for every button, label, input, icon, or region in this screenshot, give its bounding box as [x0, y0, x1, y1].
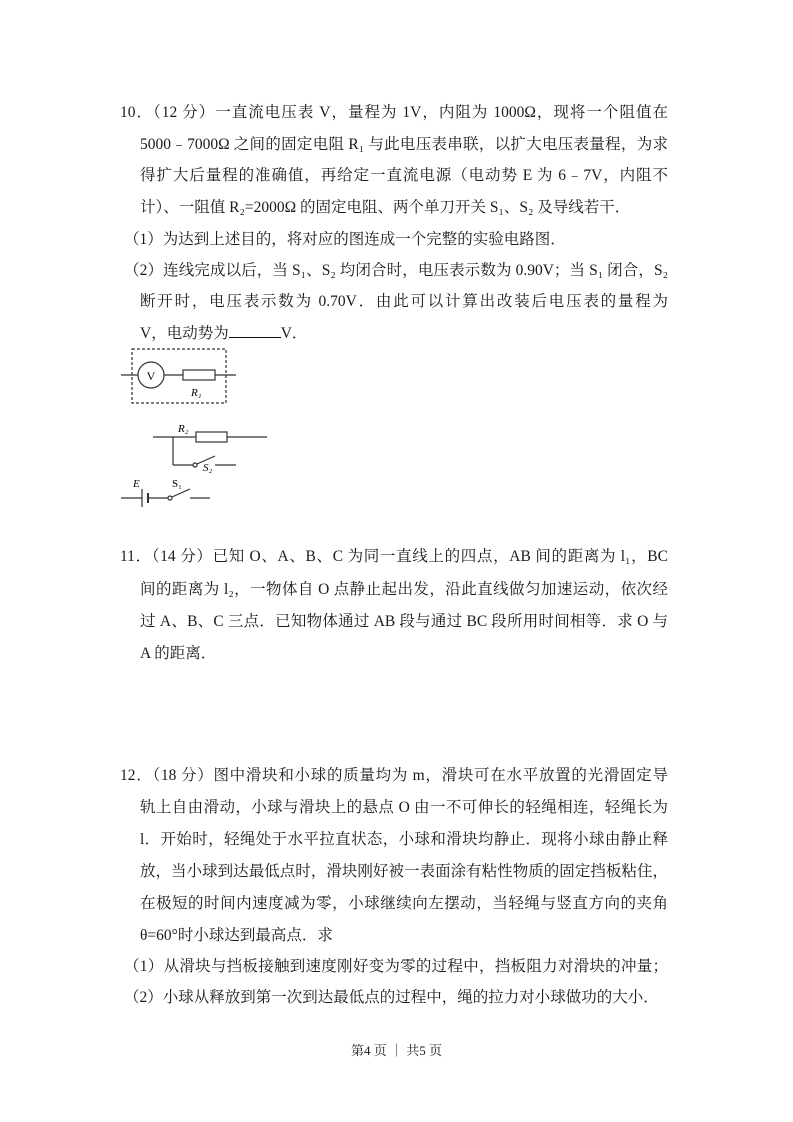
page-footer: 第4 页 ｜ 共5 页	[350, 1043, 442, 1058]
q10-part2-end-a: V，电动势为	[140, 325, 229, 342]
q12-line-2: 轨上自由滑动，小球与滑块上的悬点 O 由一不可伸长的轻绳相连，轻绳长为	[140, 799, 668, 816]
q11-line-4: A 的距离．	[140, 645, 217, 662]
q12-part2: （2）小球从释放到第一次到达最低点的过程中，绳的拉力对小球做功的大小．	[124, 989, 659, 1006]
r1-label: R₁	[191, 387, 202, 399]
q10-line-1: 10．（12 分）一直流电压表 V，量程为 1V，内阻为 1000Ω，现将一个阻值在	[120, 104, 668, 121]
s2-label: S₂	[203, 462, 213, 474]
q12-line-5: 在极短的时间内速度减为零，小球继续向左摆动，当轻绳与竖直方向的夹角	[140, 895, 668, 912]
q10-line-3: 得扩大后量程的准确值，再给定一直流电源（电动势 E 为 6﹣7V，内阻不	[140, 167, 668, 184]
r1-resistor	[183, 370, 215, 380]
e-label: E	[133, 478, 140, 490]
q10-line-2: 5000﹣7000Ω 之间的固定电阻 R₁ 与此电压表串联，以扩大电压表量程，为求	[140, 136, 668, 153]
q11-line-2: 间的距离为 l₂，一物体自 O 点静止起出发，沿此直线做匀加速运动，依次经	[140, 581, 668, 598]
r2-resistor	[196, 432, 227, 442]
s1-switch-pivot	[168, 496, 172, 500]
q11-line-3: 过 A、B、C 三点．已知物体通过 AB 段与通过 BC 段所用时间相等．求 O 与	[140, 613, 668, 630]
q12-line-1: 12．（18 分）图中滑块和小球的质量均为 m，滑块可在水平放置的光滑固定导	[120, 767, 668, 784]
s1-label: S₁	[172, 478, 182, 490]
q10-part1: （1）为达到上述目的，将对应的图连成一个完整的实验电路图．	[124, 231, 566, 248]
r2-label: R₂	[178, 423, 189, 435]
voltmeter-label: V	[146, 369, 156, 383]
q10-line-4: 计）、一阻值 R₂=2000Ω 的固定电阻、两个单刀开关 S₁、S₂ 及导线若干．	[140, 199, 631, 216]
q12-line-3: l．开始时，轻绳处于水平拉直状态，小球和滑块均静止．现将小球由静止释	[140, 831, 668, 848]
s2-switch-pivot	[193, 463, 197, 467]
q10-part2-line-2: 断开时，电压表示数为 0.70V．由此可以计算出改装后电压表的量程为	[140, 293, 668, 310]
q10-part2-end-b: V．	[280, 325, 308, 342]
q12-part1: （1）从滑块与挡板接触到速度刚好变为零的过程中，挡板阻力对滑块的冲量；	[124, 958, 668, 975]
s1-switch	[172, 489, 190, 497]
q12-line-4: 放，当小球到达最低点时，滑块刚好被一表面涂有粘性物质的固定挡板粘住，	[140, 863, 668, 880]
q10-part2-line-1: （2）连线完成以后，当 S₁、S₂ 均闭合时，电压表示数为 0.90V；当 S₁ 闭合，S₂	[124, 262, 668, 279]
q11-line-1: 11．（14 分）已知 O、A、B、C 为同一直线上的四点，AB 间的距离为 l₁，BC	[120, 548, 668, 565]
q12-line-6: θ=60°时小球达到最高点．求	[140, 927, 333, 944]
